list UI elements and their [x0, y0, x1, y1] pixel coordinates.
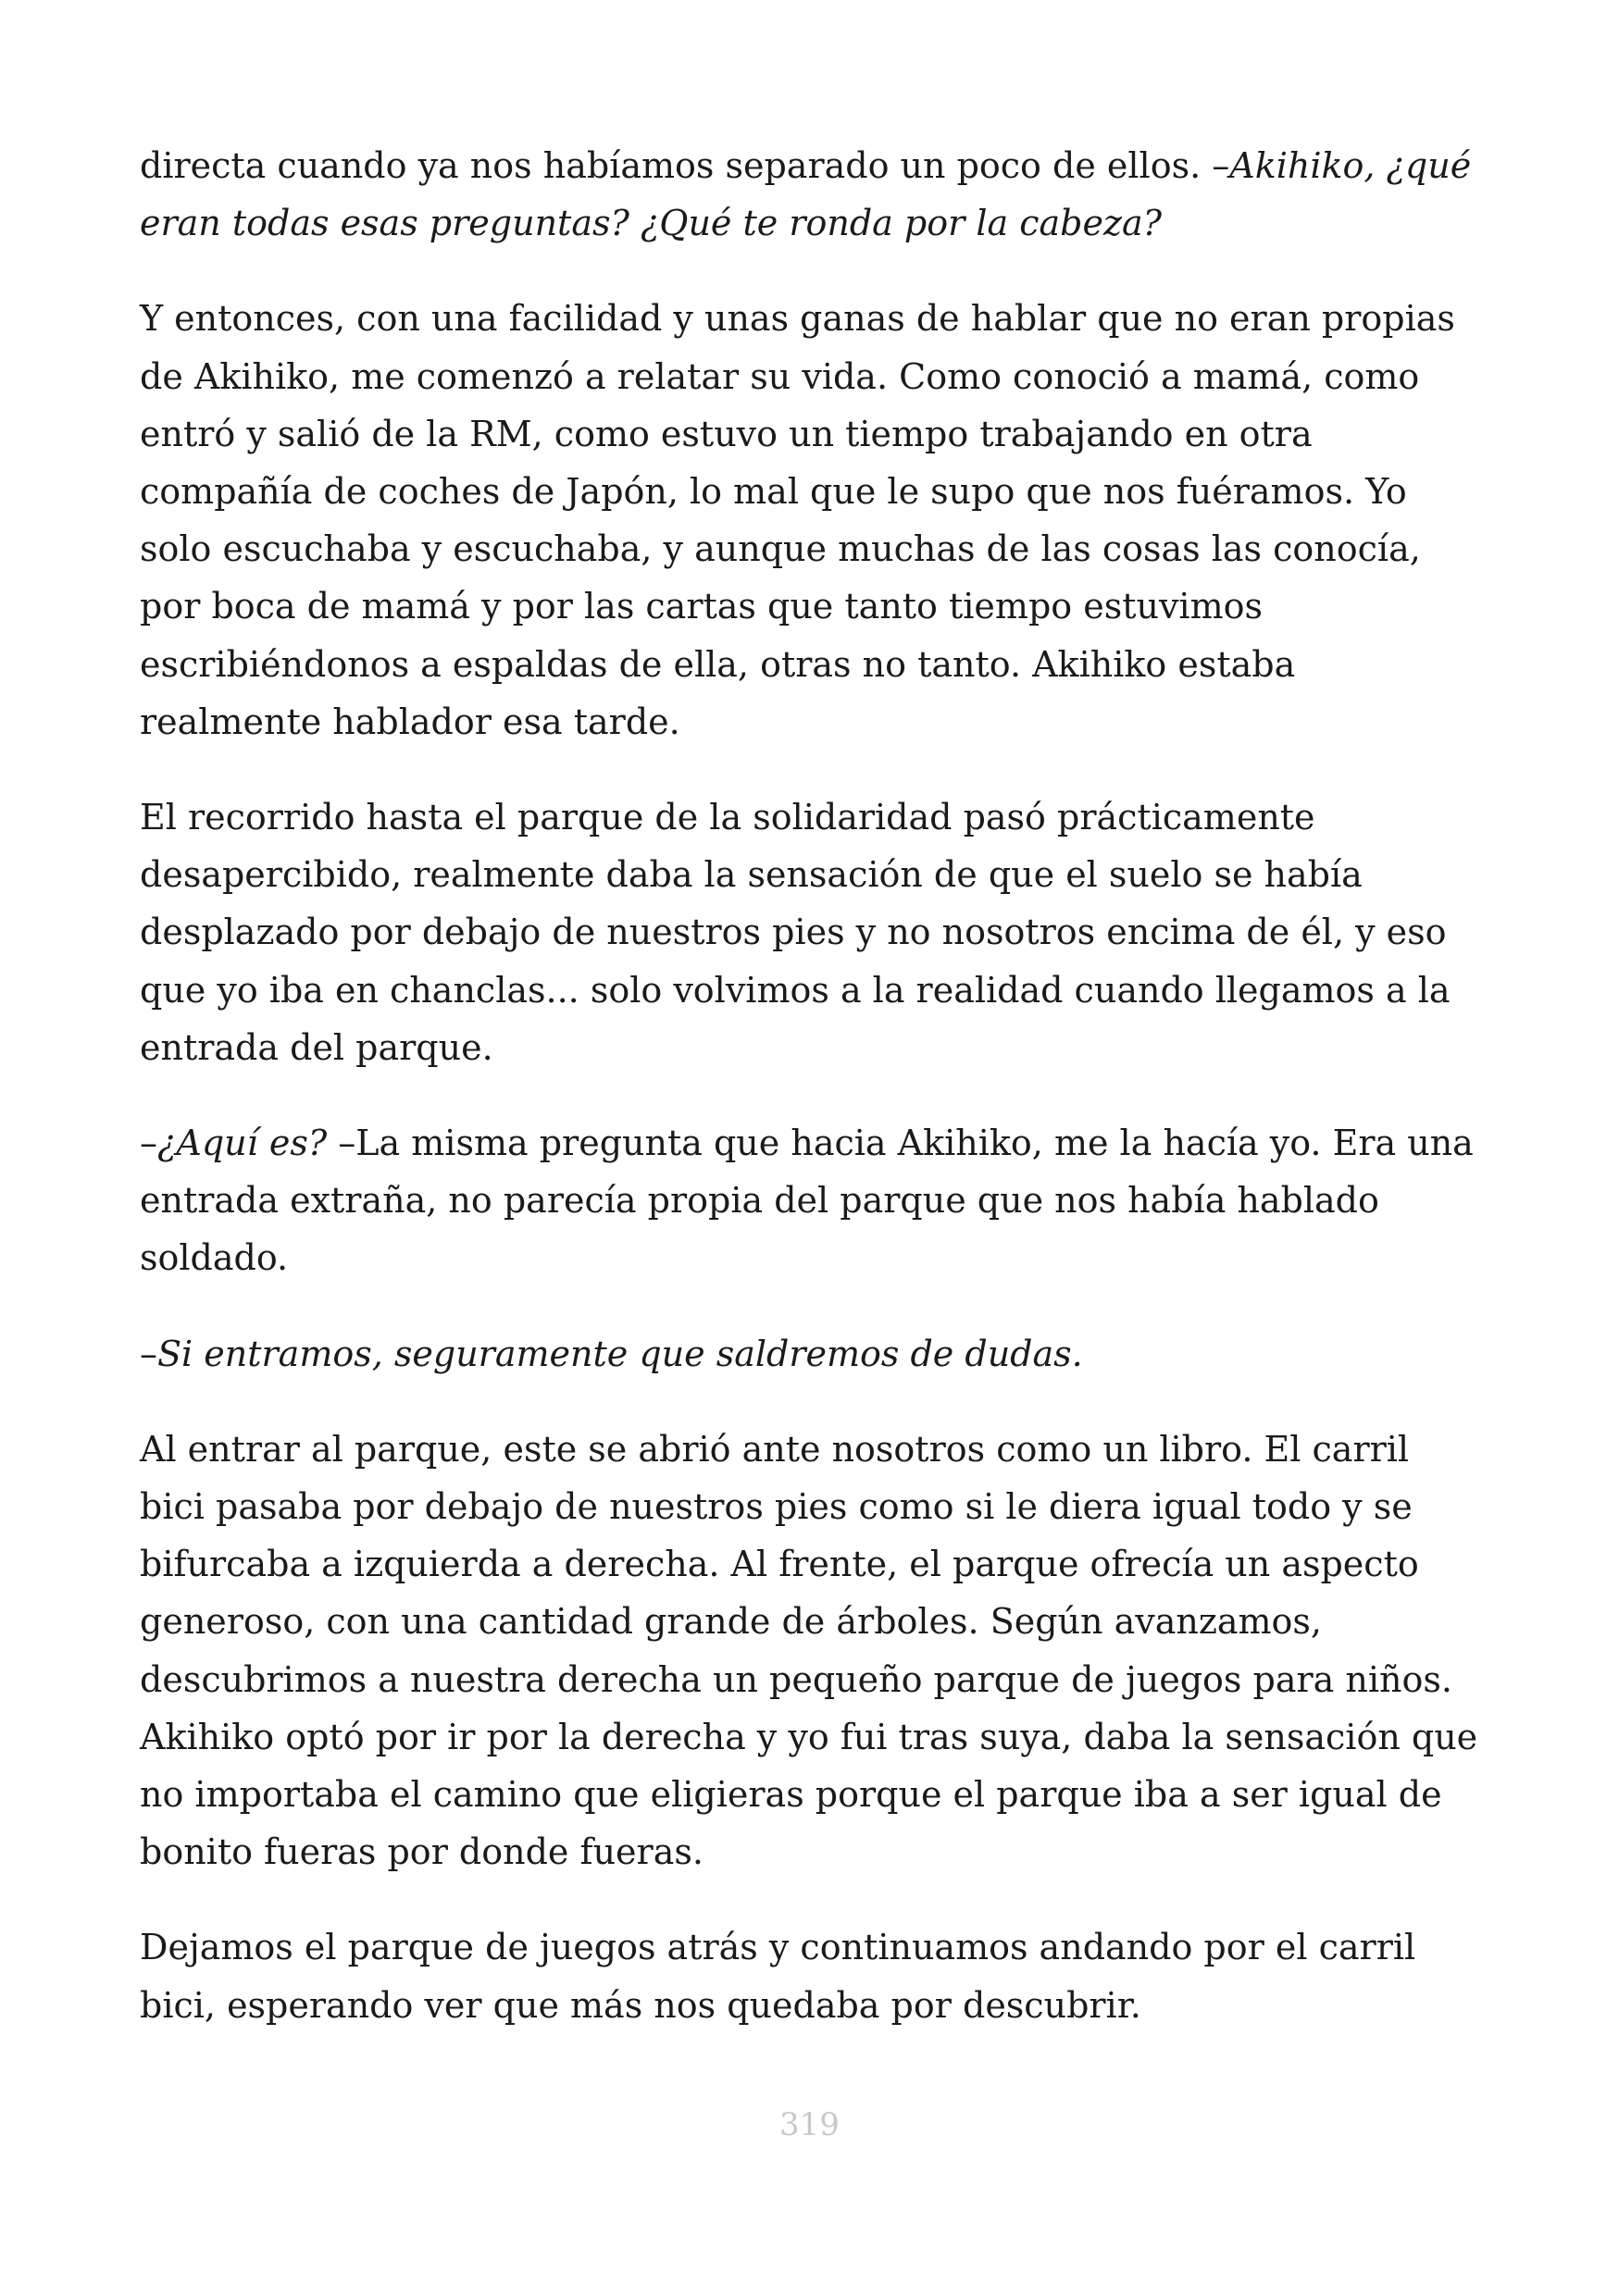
text-run: descubrimos a nuestra derecha un pequeño parque de juegos para niños.	[140, 1658, 1452, 1700]
text-line	[140, 1651, 1491, 1708]
text-run: bifurcaba a izquierda a derecha. Al frente, el parque ofrecía un aspecto	[140, 1544, 1419, 1585]
text-run: entrada extraña, no parecía propia del parque que nos había hablado	[140, 1180, 1379, 1222]
text-run: soldado.	[140, 1237, 289, 1279]
text-line	[140, 520, 1491, 577]
paragraph	[140, 1114, 1491, 1287]
text-line	[140, 405, 1491, 463]
text-line	[140, 1593, 1491, 1650]
text-line	[140, 788, 1491, 846]
text-run: que yo iba en chanclas... solo volvimos a la realidad cuando llegamos a la	[140, 969, 1451, 1011]
text-run: de Akihiko, me comenzó a relatar su vida. Como conoció a mamá, como	[140, 355, 1420, 397]
text-run: El recorrido hasta el parque de la solidaridad pasó prácticamente	[140, 797, 1315, 838]
text-run: por boca de mamá y por las cartas que tanto tiempo estuvimos	[140, 586, 1263, 627]
text-line	[140, 290, 1491, 347]
text-line	[140, 1114, 1491, 1172]
text-line	[140, 1708, 1491, 1766]
text-run: entró y salió de la RM, como estuvo un tiempo trabajando en otra	[140, 413, 1313, 454]
text-run: Y entonces, con una facilidad y unas ganas de hablar que no eran propias	[140, 298, 1455, 340]
text-run: no importaba el camino que eligieras porque el parque iba a ser igual de	[140, 1774, 1442, 1816]
text-run: solo escuchaba y escuchaba, y aunque muchas de las cosas las conocía,	[140, 528, 1421, 570]
paragraph	[140, 788, 1491, 1076]
text-line	[140, 463, 1491, 520]
text-run: Akihiko optó por ir por la derecha y yo fui tras suya, daba la sensación que	[140, 1716, 1478, 1757]
paragraph	[140, 137, 1491, 252]
paragraph	[140, 1325, 1491, 1383]
text-line	[140, 1918, 1491, 1976]
italic-text-run: Si entramos, seguramente que saldremos de dudas.	[157, 1333, 1083, 1374]
text-line	[140, 1535, 1491, 1593]
text-line	[140, 846, 1491, 903]
text-line	[140, 693, 1491, 751]
text-line	[140, 1325, 1491, 1383]
text-line	[140, 1421, 1491, 1478]
italic-text-run: eran todas esas preguntas? ¿Qué te ronda por la cabeza?	[140, 203, 1163, 244]
text-run: generoso, con una cantidad grande de árboles. Según avanzamos,	[140, 1601, 1322, 1643]
text-line	[140, 962, 1491, 1019]
text-run: compañía de coches de Japón, lo mal que le supo que nos fuéramos. Yo	[140, 471, 1407, 513]
text-run: directa cuando ya nos habíamos separado un poco de ellos. –	[140, 145, 1230, 186]
text-line	[140, 1823, 1491, 1880]
text-run: bici, esperando ver que más nos quedaba por descubrir.	[140, 1984, 1141, 2026]
paragraph	[140, 1421, 1491, 1881]
text-line	[140, 1172, 1491, 1229]
text-run: Dejamos el parque de juegos atrás y continuamos andando por el carril	[140, 1927, 1416, 1968]
text-run: –La misma pregunta que hacia Akihiko, me la hacía yo. Era una	[327, 1123, 1474, 1164]
text-run: desapercibido, realmente daba la sensación de que el suelo se había	[140, 854, 1363, 896]
text-line	[140, 1977, 1491, 2034]
text-run: –	[140, 1333, 157, 1374]
text-run: bici pasaba por debajo de nuestros pies como si le diera igual todo y se	[140, 1486, 1413, 1528]
text-line	[140, 1478, 1491, 1535]
text-run: escribiéndonos a espaldas de ella, otras no tanto. Akihiko estaba	[140, 643, 1296, 685]
italic-text-run: ¿Aquí es?	[157, 1123, 328, 1164]
text-run: –	[140, 1123, 157, 1164]
text-line	[140, 137, 1491, 194]
text-line	[140, 636, 1491, 693]
text-line	[140, 194, 1491, 252]
paragraph	[140, 1918, 1491, 2033]
text-line	[140, 903, 1491, 961]
text-run: bonito fueras por donde fueras.	[140, 1831, 704, 1873]
paragraph	[140, 290, 1491, 751]
body-text	[140, 137, 1491, 2072]
text-line	[140, 348, 1491, 405]
text-run: entrada del parque.	[140, 1026, 493, 1068]
italic-text-run: Akihiko, ¿qué	[1229, 145, 1472, 186]
text-line	[140, 1766, 1491, 1823]
text-line	[140, 1229, 1491, 1286]
text-run: Al entrar al parque, este se abrió ante nosotros como un libro. El carril	[140, 1428, 1410, 1470]
text-run: desplazado por debajo de nuestros pies y no nosotros encima de él, y eso	[140, 912, 1447, 953]
text-line	[140, 1019, 1491, 1076]
page-number: 319	[779, 2106, 840, 2143]
text-run: realmente hablador esa tarde.	[140, 701, 680, 742]
text-line	[140, 577, 1491, 635]
